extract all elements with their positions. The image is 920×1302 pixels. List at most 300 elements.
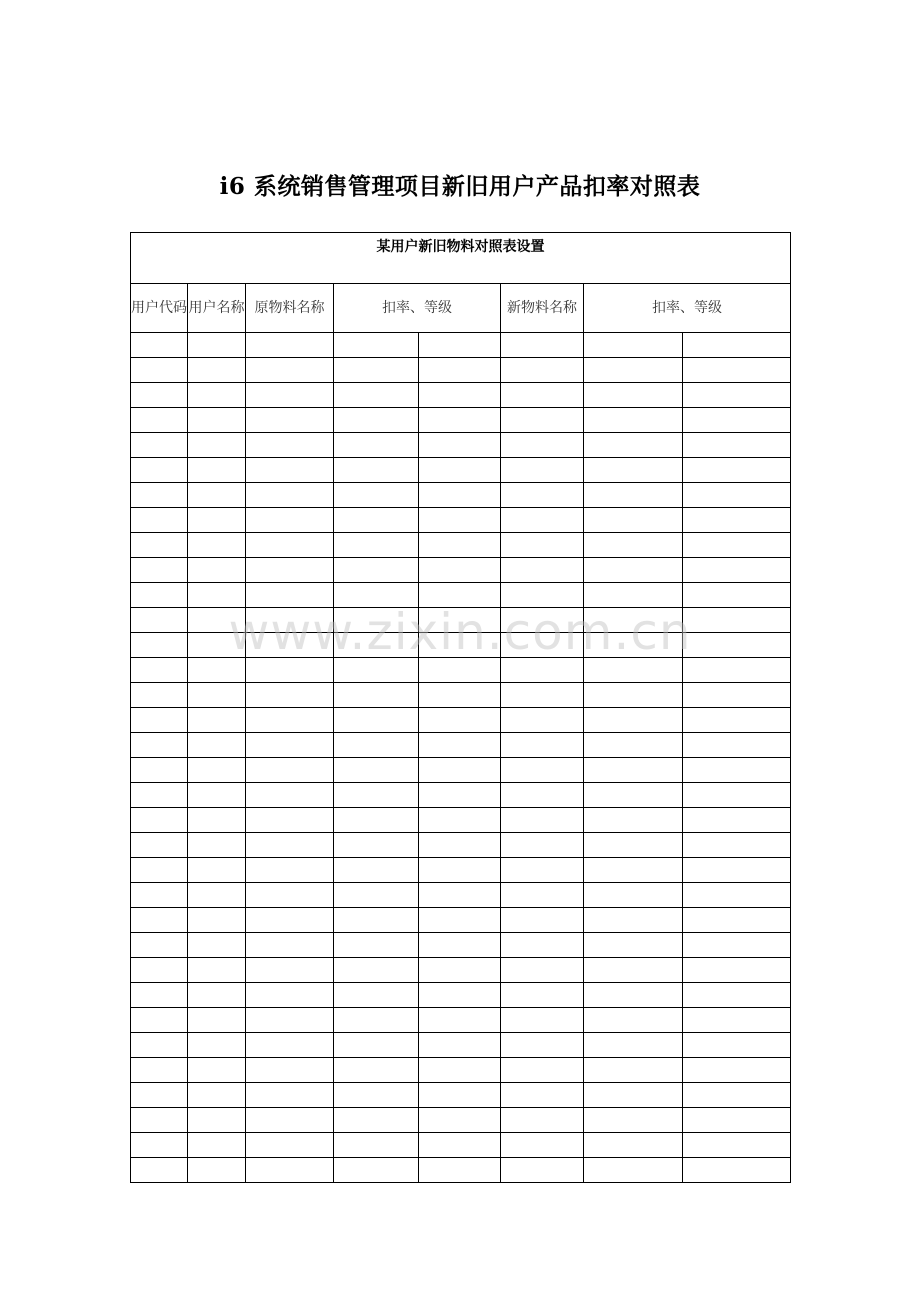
cell-new-rate xyxy=(584,1158,683,1183)
cell-old-grade xyxy=(419,458,501,483)
cell-new-material-name xyxy=(501,333,584,358)
cell-user-code xyxy=(131,708,188,733)
cell-old-material-name xyxy=(246,883,334,908)
cell-old-rate xyxy=(334,958,419,983)
table-row xyxy=(131,1108,791,1133)
cell-old-grade xyxy=(419,358,501,383)
cell-new-rate xyxy=(584,433,683,458)
cell-old-rate xyxy=(334,933,419,958)
cell-new-rate xyxy=(584,908,683,933)
cell-old-rate xyxy=(334,858,419,883)
cell-new-grade xyxy=(683,1033,791,1058)
cell-new-grade xyxy=(683,933,791,958)
cell-old-material-name xyxy=(246,433,334,458)
cell-old-grade xyxy=(419,533,501,558)
cell-old-grade xyxy=(419,808,501,833)
cell-user-code xyxy=(131,758,188,783)
cell-new-material-name xyxy=(501,358,584,383)
cell-new-rate xyxy=(584,483,683,508)
cell-new-rate xyxy=(584,808,683,833)
cell-new-rate xyxy=(584,383,683,408)
cell-user-code xyxy=(131,783,188,808)
cell-old-grade xyxy=(419,1133,501,1158)
cell-new-rate xyxy=(584,1108,683,1133)
table-row xyxy=(131,583,791,608)
cell-old-grade xyxy=(419,383,501,408)
cell-old-material-name xyxy=(246,1058,334,1083)
cell-new-material-name xyxy=(501,408,584,433)
cell-user-name xyxy=(188,508,246,533)
cell-new-grade xyxy=(683,1008,791,1033)
cell-user-code xyxy=(131,558,188,583)
cell-new-material-name xyxy=(501,683,584,708)
cell-old-grade xyxy=(419,583,501,608)
watermark: www.zixin.com.cn xyxy=(228,603,692,661)
header-old-material-name: 原物料名称 xyxy=(246,284,334,333)
header-new-material-name: 新物料名称 xyxy=(501,284,584,333)
cell-user-name xyxy=(188,733,246,758)
table-row xyxy=(131,1133,791,1158)
cell-user-code xyxy=(131,733,188,758)
cell-new-grade xyxy=(683,758,791,783)
cell-old-grade xyxy=(419,733,501,758)
cell-old-grade xyxy=(419,1008,501,1033)
cell-user-name xyxy=(188,933,246,958)
cell-old-grade xyxy=(419,908,501,933)
cell-new-material-name xyxy=(501,1083,584,1108)
table-row xyxy=(131,858,791,883)
cell-new-grade xyxy=(683,908,791,933)
cell-old-rate xyxy=(334,433,419,458)
cell-new-grade xyxy=(683,733,791,758)
cell-new-rate xyxy=(584,758,683,783)
cell-old-rate xyxy=(334,1108,419,1133)
cell-new-material-name xyxy=(501,758,584,783)
cell-user-name xyxy=(188,708,246,733)
cell-user-name xyxy=(188,1033,246,1058)
cell-new-rate xyxy=(584,608,683,633)
cell-user-name xyxy=(188,808,246,833)
cell-old-rate xyxy=(334,1083,419,1108)
cell-user-code xyxy=(131,1083,188,1108)
cell-old-material-name xyxy=(246,1008,334,1033)
cell-old-material-name xyxy=(246,408,334,433)
cell-user-code xyxy=(131,1008,188,1033)
cell-old-material-name xyxy=(246,833,334,858)
cell-user-name xyxy=(188,833,246,858)
cell-new-material-name xyxy=(501,433,584,458)
cell-user-code xyxy=(131,808,188,833)
cell-user-name xyxy=(188,533,246,558)
cell-old-material-name xyxy=(246,908,334,933)
cell-old-rate xyxy=(334,608,419,633)
cell-old-material-name xyxy=(246,458,334,483)
cell-new-grade xyxy=(683,583,791,608)
cell-new-rate xyxy=(584,958,683,983)
cell-old-grade xyxy=(419,433,501,458)
cell-new-material-name xyxy=(501,883,584,908)
cell-new-rate xyxy=(584,558,683,583)
cell-user-name xyxy=(188,983,246,1008)
cell-new-grade xyxy=(683,633,791,658)
cell-old-material-name xyxy=(246,858,334,883)
cell-new-rate xyxy=(584,833,683,858)
cell-old-rate xyxy=(334,808,419,833)
cell-old-material-name xyxy=(246,608,334,633)
cell-old-material-name xyxy=(246,1083,334,1108)
cell-old-grade xyxy=(419,558,501,583)
cell-new-material-name xyxy=(501,1108,584,1133)
cell-old-grade xyxy=(419,408,501,433)
cell-old-grade xyxy=(419,983,501,1008)
cell-new-grade xyxy=(683,608,791,633)
cell-user-code xyxy=(131,933,188,958)
cell-new-grade xyxy=(683,558,791,583)
table-row xyxy=(131,383,791,408)
cell-user-code xyxy=(131,1058,188,1083)
cell-old-rate xyxy=(334,1058,419,1083)
cell-user-name xyxy=(188,483,246,508)
cell-new-grade xyxy=(683,883,791,908)
table-row xyxy=(131,958,791,983)
cell-old-rate xyxy=(334,908,419,933)
cell-new-grade xyxy=(683,808,791,833)
table-row xyxy=(131,1058,791,1083)
cell-new-rate xyxy=(584,458,683,483)
cell-old-material-name xyxy=(246,733,334,758)
table-row xyxy=(131,633,791,658)
table-row xyxy=(131,908,791,933)
cell-new-rate xyxy=(584,1058,683,1083)
cell-new-grade xyxy=(683,958,791,983)
cell-user-code xyxy=(131,508,188,533)
table-row xyxy=(131,558,791,583)
cell-new-grade xyxy=(683,333,791,358)
cell-old-grade xyxy=(419,683,501,708)
cell-old-grade xyxy=(419,633,501,658)
table-row xyxy=(131,1033,791,1058)
cell-old-material-name xyxy=(246,958,334,983)
cell-user-name xyxy=(188,758,246,783)
cell-old-rate xyxy=(334,658,419,683)
cell-new-rate xyxy=(584,983,683,1008)
cell-new-rate xyxy=(584,683,683,708)
table-row xyxy=(131,608,791,633)
cell-new-material-name xyxy=(501,533,584,558)
cell-user-name xyxy=(188,1133,246,1158)
header-user-code: 用户代码 xyxy=(131,284,188,333)
cell-old-rate xyxy=(334,1008,419,1033)
cell-user-code xyxy=(131,908,188,933)
header-user-name: 用户名称 xyxy=(188,284,246,333)
table-row xyxy=(131,333,791,358)
cell-old-grade xyxy=(419,783,501,808)
table-row xyxy=(131,1158,791,1183)
cell-user-code xyxy=(131,833,188,858)
cell-old-grade xyxy=(419,608,501,633)
cell-new-grade xyxy=(683,1108,791,1133)
cell-new-material-name xyxy=(501,558,584,583)
cell-old-rate xyxy=(334,358,419,383)
cell-user-code xyxy=(131,583,188,608)
cell-new-rate xyxy=(584,1133,683,1158)
cell-user-name xyxy=(188,1008,246,1033)
cell-user-code xyxy=(131,358,188,383)
cell-new-material-name xyxy=(501,858,584,883)
cell-new-grade xyxy=(683,383,791,408)
table-row xyxy=(131,883,791,908)
table-row xyxy=(131,983,791,1008)
table-row xyxy=(131,708,791,733)
table-row xyxy=(131,1083,791,1108)
cell-old-grade xyxy=(419,658,501,683)
cell-user-name xyxy=(188,458,246,483)
cell-new-grade xyxy=(683,408,791,433)
cell-user-code xyxy=(131,433,188,458)
cell-new-material-name xyxy=(501,1008,584,1033)
cell-new-material-name xyxy=(501,608,584,633)
cell-old-material-name xyxy=(246,808,334,833)
cell-old-rate xyxy=(334,583,419,608)
cell-new-material-name xyxy=(501,808,584,833)
cell-new-rate xyxy=(584,883,683,908)
cell-user-code xyxy=(131,1033,188,1058)
cell-old-material-name xyxy=(246,783,334,808)
cell-new-grade xyxy=(683,1083,791,1108)
cell-user-code xyxy=(131,858,188,883)
cell-new-material-name xyxy=(501,908,584,933)
cell-old-grade xyxy=(419,1083,501,1108)
header-old-rate-grade: 扣率、等级 xyxy=(334,284,501,333)
cell-old-material-name xyxy=(246,383,334,408)
cell-old-material-name xyxy=(246,558,334,583)
cell-new-material-name xyxy=(501,1033,584,1058)
cell-old-rate xyxy=(334,983,419,1008)
cell-old-grade xyxy=(419,1033,501,1058)
cell-new-material-name xyxy=(501,658,584,683)
cell-old-rate xyxy=(334,508,419,533)
cell-user-code xyxy=(131,1158,188,1183)
cell-old-material-name xyxy=(246,1133,334,1158)
table-row xyxy=(131,483,791,508)
cell-old-grade xyxy=(419,1058,501,1083)
cell-new-rate xyxy=(584,533,683,558)
cell-old-grade xyxy=(419,708,501,733)
header-row xyxy=(131,284,791,333)
table-row xyxy=(131,508,791,533)
table-row xyxy=(131,433,791,458)
cell-new-rate xyxy=(584,1083,683,1108)
cell-user-name xyxy=(188,683,246,708)
cell-new-material-name xyxy=(501,508,584,533)
cell-user-name xyxy=(188,333,246,358)
cell-old-material-name xyxy=(246,483,334,508)
table-row xyxy=(131,358,791,383)
cell-old-rate xyxy=(334,683,419,708)
cell-old-grade xyxy=(419,1158,501,1183)
cell-new-grade xyxy=(683,433,791,458)
cell-new-grade xyxy=(683,508,791,533)
cell-user-name xyxy=(188,558,246,583)
cell-new-rate xyxy=(584,633,683,658)
cell-old-rate xyxy=(334,1158,419,1183)
cell-user-name xyxy=(188,1158,246,1183)
cell-new-grade xyxy=(683,1133,791,1158)
cell-user-code xyxy=(131,633,188,658)
table-row xyxy=(131,533,791,558)
cell-old-material-name xyxy=(246,508,334,533)
cell-new-material-name xyxy=(501,383,584,408)
cell-old-rate xyxy=(334,333,419,358)
table-row xyxy=(131,458,791,483)
table-row xyxy=(131,808,791,833)
cell-user-name xyxy=(188,1108,246,1133)
cell-user-code xyxy=(131,683,188,708)
cell-new-rate xyxy=(584,733,683,758)
cell-old-grade xyxy=(419,483,501,508)
cell-user-code xyxy=(131,1108,188,1133)
cell-new-grade xyxy=(683,683,791,708)
cell-user-code xyxy=(131,408,188,433)
cell-user-name xyxy=(188,408,246,433)
cell-user-name xyxy=(188,783,246,808)
cell-old-material-name xyxy=(246,933,334,958)
cell-old-rate xyxy=(334,633,419,658)
cell-user-code xyxy=(131,658,188,683)
cell-user-code xyxy=(131,483,188,508)
cell-new-material-name xyxy=(501,1058,584,1083)
cell-new-rate xyxy=(584,858,683,883)
cell-new-grade xyxy=(683,1158,791,1183)
cell-old-rate xyxy=(334,833,419,858)
cell-new-rate xyxy=(584,708,683,733)
cell-old-grade xyxy=(419,858,501,883)
cell-old-material-name xyxy=(246,983,334,1008)
cell-old-grade xyxy=(419,958,501,983)
cell-new-material-name xyxy=(501,833,584,858)
cell-user-name xyxy=(188,1058,246,1083)
cell-new-material-name xyxy=(501,708,584,733)
cell-old-grade xyxy=(419,883,501,908)
cell-old-material-name xyxy=(246,708,334,733)
cell-user-name xyxy=(188,383,246,408)
cell-user-name xyxy=(188,908,246,933)
cell-new-grade xyxy=(683,358,791,383)
cell-user-code xyxy=(131,983,188,1008)
cell-old-rate xyxy=(334,383,419,408)
cell-new-rate xyxy=(584,1033,683,1058)
cell-user-name xyxy=(188,433,246,458)
cell-user-name xyxy=(188,958,246,983)
material-mapping-table xyxy=(130,232,791,1183)
cell-new-rate xyxy=(584,933,683,958)
header-new-rate-grade: 扣率、等级 xyxy=(584,284,791,333)
cell-old-grade xyxy=(419,758,501,783)
cell-old-rate xyxy=(334,883,419,908)
cell-old-material-name xyxy=(246,633,334,658)
cell-new-rate xyxy=(584,783,683,808)
cell-user-code xyxy=(131,608,188,633)
cell-old-rate xyxy=(334,458,419,483)
cell-old-material-name xyxy=(246,758,334,783)
cell-old-rate xyxy=(334,483,419,508)
cell-user-code xyxy=(131,333,188,358)
cell-old-material-name xyxy=(246,358,334,383)
cell-new-grade xyxy=(683,708,791,733)
cell-user-name xyxy=(188,1083,246,1108)
cell-user-name xyxy=(188,583,246,608)
cell-old-rate xyxy=(334,1133,419,1158)
cell-new-material-name xyxy=(501,783,584,808)
cell-old-rate xyxy=(334,733,419,758)
cell-new-grade xyxy=(683,833,791,858)
cell-new-material-name xyxy=(501,983,584,1008)
cell-new-material-name xyxy=(501,633,584,658)
table-row xyxy=(131,933,791,958)
cell-user-name xyxy=(188,358,246,383)
cell-new-material-name xyxy=(501,1158,584,1183)
cell-new-material-name xyxy=(501,1133,584,1158)
table-row xyxy=(131,758,791,783)
cell-new-grade xyxy=(683,783,791,808)
cell-old-material-name xyxy=(246,1158,334,1183)
cell-user-code xyxy=(131,883,188,908)
cell-old-material-name xyxy=(246,583,334,608)
table-row xyxy=(131,683,791,708)
cell-new-rate xyxy=(584,508,683,533)
cell-old-material-name xyxy=(246,658,334,683)
cell-user-name xyxy=(188,883,246,908)
table-caption: 某用户新旧物料对照表设置 xyxy=(131,233,791,284)
cell-new-grade xyxy=(683,858,791,883)
cell-user-name xyxy=(188,608,246,633)
cell-user-code xyxy=(131,1133,188,1158)
cell-old-material-name xyxy=(246,683,334,708)
cell-old-rate xyxy=(334,533,419,558)
cell-user-name xyxy=(188,633,246,658)
cell-old-material-name xyxy=(246,1033,334,1058)
cell-user-name xyxy=(188,658,246,683)
cell-old-grade xyxy=(419,933,501,958)
cell-new-rate xyxy=(584,333,683,358)
cell-new-rate xyxy=(584,358,683,383)
table-row xyxy=(131,783,791,808)
table-row xyxy=(131,1008,791,1033)
cell-new-material-name xyxy=(501,733,584,758)
cell-old-rate xyxy=(334,758,419,783)
table-row xyxy=(131,408,791,433)
cell-new-rate xyxy=(584,583,683,608)
cell-old-material-name xyxy=(246,533,334,558)
cell-old-material-name xyxy=(246,1108,334,1133)
cell-new-material-name xyxy=(501,458,584,483)
table-row xyxy=(131,833,791,858)
cell-new-rate xyxy=(584,658,683,683)
cell-old-rate xyxy=(334,1033,419,1058)
cell-new-grade xyxy=(683,658,791,683)
cell-user-code xyxy=(131,533,188,558)
cell-new-rate xyxy=(584,408,683,433)
cell-old-rate xyxy=(334,408,419,433)
table-row xyxy=(131,658,791,683)
cell-old-rate xyxy=(334,708,419,733)
cell-new-grade xyxy=(683,983,791,1008)
cell-old-grade xyxy=(419,333,501,358)
page-title: i6 系统销售管理项目新旧用户产品扣率对照表 xyxy=(219,173,701,200)
cell-user-code xyxy=(131,458,188,483)
cell-old-grade xyxy=(419,1108,501,1133)
cell-old-grade xyxy=(419,508,501,533)
